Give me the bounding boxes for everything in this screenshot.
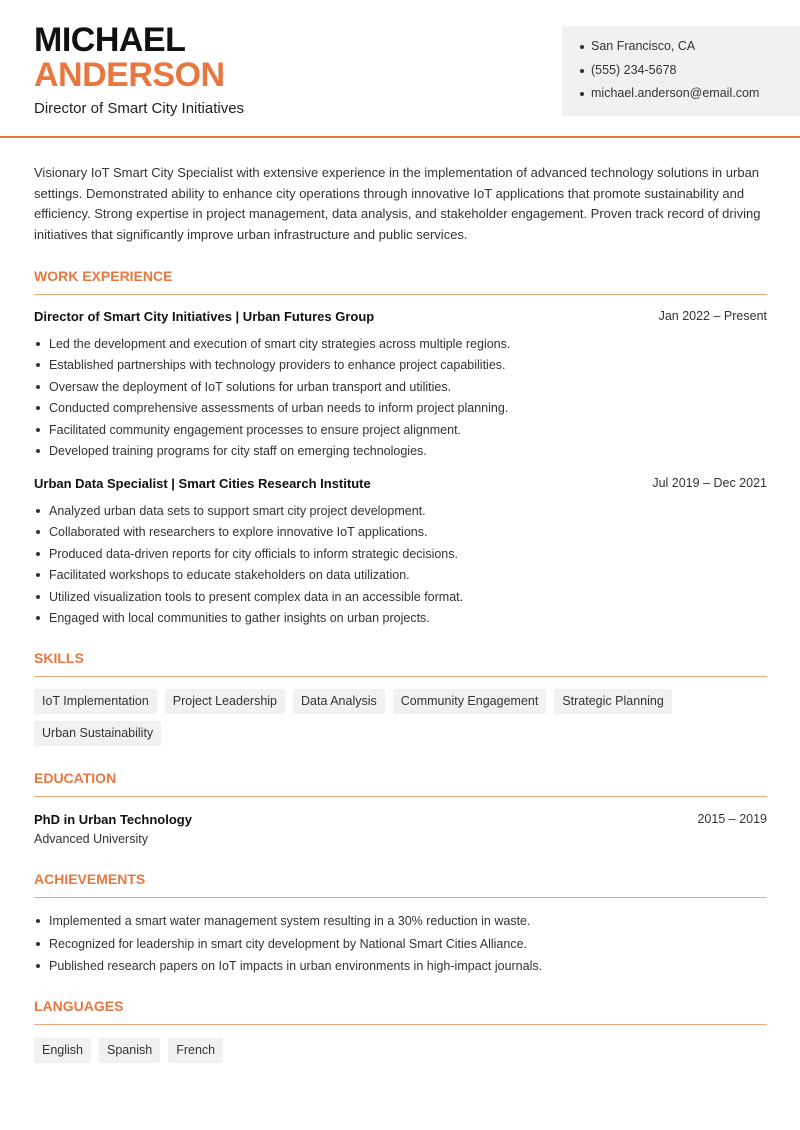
job-role: Urban Data Specialist | Smart Cities Research Institute — [34, 476, 371, 491]
bullet-icon — [36, 552, 40, 556]
contact-email[interactable] — [580, 85, 800, 109]
bullet-icon — [36, 595, 40, 599]
bullet-icon — [36, 509, 40, 513]
job-role: Director of Smart City Initiatives | Urban Futures Group — [34, 309, 375, 324]
bullet-icon — [580, 92, 584, 96]
last-name: ANDERSON — [34, 56, 225, 94]
list-item-text: Conducted comprehensive assessments of urban needs to inform project planning. — [49, 401, 509, 416]
list-item-text: Collaborated with researchers to explore innovative IoT applications. — [49, 525, 428, 540]
skill-tag: Urban Sustainability — [34, 721, 161, 746]
job-dates: Jan 2022 – Present — [658, 309, 767, 323]
list-item-text: Implemented a smart water management system resulting in a 30% reduction in waste. — [49, 914, 531, 928]
bullet-icon — [36, 616, 40, 620]
list-item-text: Developed training programs for city staff on emerging technologies. — [49, 443, 427, 458]
bullet-icon — [36, 919, 40, 923]
contact-location-text: San Francisco, CA — [591, 39, 696, 53]
contact-phone-text: (555) 234-5678 — [591, 62, 677, 77]
list-item-text: Established partnerships with technology providers to enhance project capabilities. — [49, 358, 506, 373]
list-item-text: Utilized visualization tools to present complex data in an accessible format. — [49, 589, 464, 604]
list-item-text: Produced data-driven reports for city officials to inform strategic decisions. — [49, 546, 458, 561]
bullet-icon — [36, 428, 40, 432]
bullet-icon — [36, 406, 40, 410]
languages-list — [34, 1038, 774, 1063]
education-dates: 2015 – 2019 — [697, 812, 767, 826]
list-item-text: Published research papers on IoT impacts in urban environments in high-impact journals. — [49, 959, 543, 973]
list-item — [34, 546, 767, 567]
job-header — [34, 476, 767, 491]
skill-tag: IoT Implementation — [34, 689, 157, 714]
section-divider — [34, 796, 767, 797]
education-degree: PhD in Urban Technology — [34, 812, 192, 827]
list-item — [34, 357, 767, 378]
bullet-icon — [36, 942, 40, 946]
resume-header — [0, 0, 800, 138]
list-item — [34, 567, 767, 588]
list-item — [34, 589, 767, 610]
contact-box — [562, 26, 800, 116]
language-tag: English — [34, 1038, 91, 1063]
list-item — [34, 913, 767, 936]
list-item-text: Oversaw the deployment of IoT solutions for urban transport and utilities. — [49, 379, 452, 394]
list-item — [34, 503, 767, 524]
section-title-education: EDUCATION — [34, 770, 117, 786]
summary: Visionary IoT Smart City Specialist with extensive experience in the implementation of advanced technology solutions in urban settings. Demonstrated ability to enhance city operations through innovative IoT applications that promote sustainability and efficiency. Strong expertise in project management, data analysis, and stakeholder engagement. Proven track record of driving initiatives that significantly improve urban infrastructure and public services. — [34, 165, 761, 242]
job-header — [34, 309, 767, 324]
section-divider — [34, 897, 767, 898]
list-item — [34, 936, 767, 959]
section-title-achievements: ACHIEVEMENTS — [34, 871, 146, 887]
section-divider — [34, 1024, 767, 1025]
language-tag: French — [168, 1038, 223, 1063]
contact-location — [580, 38, 800, 62]
list-item-text: Led the development and execution of smart city strategies across multiple regions. — [49, 337, 511, 351]
list-item-text: Facilitated community engagement processes to ensure project alignment. — [49, 422, 462, 437]
skill-tag: Data Analysis — [293, 689, 385, 714]
list-item — [34, 422, 767, 443]
list-item — [34, 400, 767, 421]
list-item-text: Recognized for leadership in smart city development by National Smart Cities Alliance. — [49, 936, 528, 951]
bullet-icon — [36, 449, 40, 453]
skill-tag: Community Engagement — [393, 689, 547, 714]
list-item — [34, 336, 767, 357]
job-bullets — [34, 336, 767, 464]
section-title-skills: SKILLS — [34, 650, 84, 666]
list-item — [34, 379, 767, 400]
bullet-icon — [580, 45, 584, 49]
bullet-icon — [36, 385, 40, 389]
bullet-icon — [36, 573, 40, 577]
first-name: MICHAEL — [34, 21, 186, 59]
section-divider — [34, 676, 767, 677]
bullet-icon — [36, 530, 40, 534]
skill-tag: Strategic Planning — [554, 689, 671, 714]
list-item — [34, 958, 767, 981]
section-divider — [34, 294, 767, 295]
list-item — [34, 610, 767, 631]
job-bullets — [34, 503, 767, 631]
job-dates: Jul 2019 – Dec 2021 — [652, 476, 767, 490]
list-item — [34, 443, 767, 464]
achievements-list — [34, 913, 767, 981]
skill-tag: Project Leadership — [165, 689, 285, 714]
list-item-text: Analyzed urban data sets to support smart city project development. — [49, 504, 426, 518]
bullet-icon — [36, 363, 40, 367]
language-tag: Spanish — [99, 1038, 160, 1063]
contact-email-text[interactable]: michael.anderson@email.com — [591, 86, 760, 100]
bullet-icon — [36, 342, 40, 346]
education-school: Advanced University — [34, 832, 148, 846]
list-item — [34, 524, 767, 545]
list-item-text: Engaged with local communities to gather insights on urban projects. — [49, 610, 430, 625]
contact-phone — [580, 62, 800, 86]
list-item-text: Facilitated workshops to educate stakeholders on data utilization. — [49, 568, 410, 583]
job-title: Director of Smart City Initiatives — [34, 100, 245, 117]
section-title-work: WORK EXPERIENCE — [34, 268, 173, 284]
bullet-icon — [580, 69, 584, 73]
section-title-languages: LANGUAGES — [34, 998, 124, 1014]
skills-list — [34, 689, 774, 746]
bullet-icon — [36, 964, 40, 968]
